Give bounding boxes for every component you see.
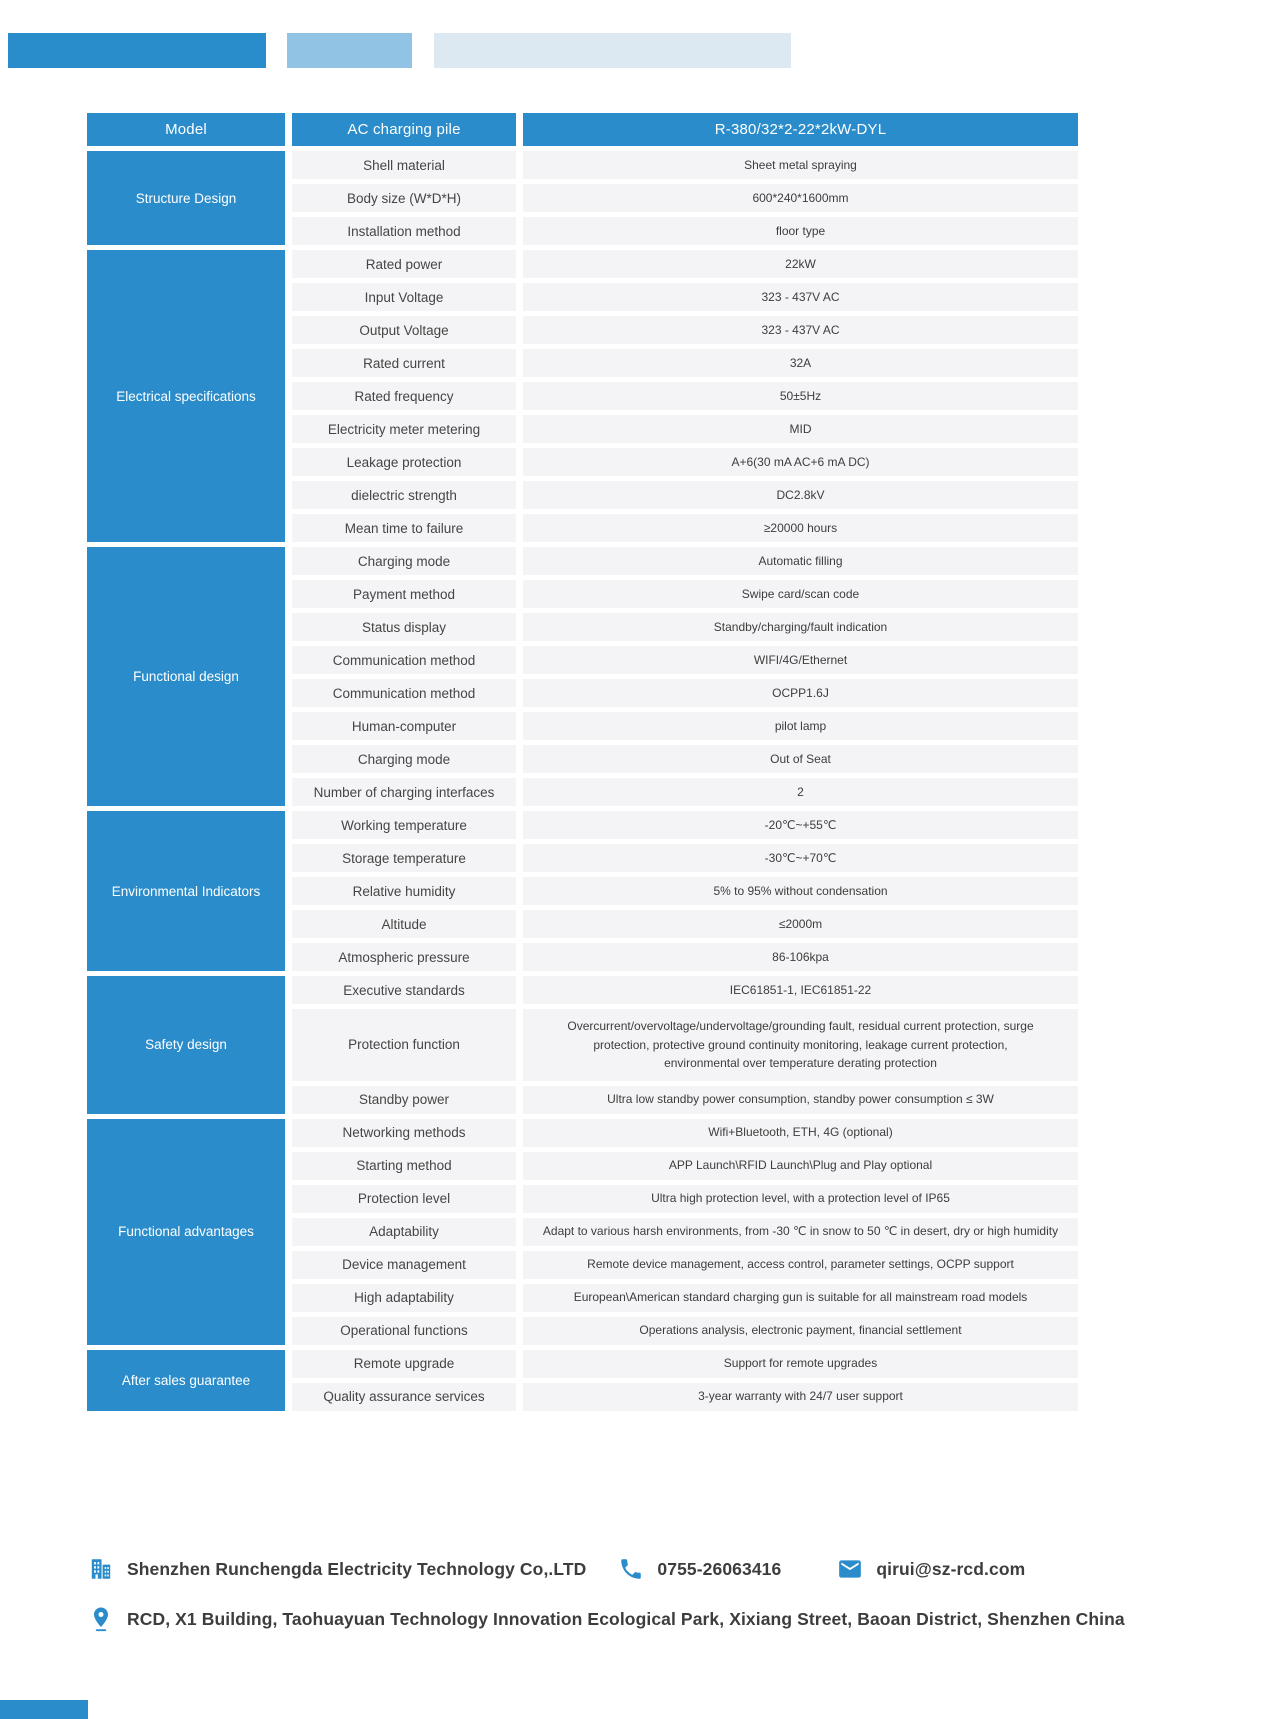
spec-label-cell: Storage temperature (292, 844, 516, 872)
spec-label-cell: Device management (292, 1251, 516, 1279)
spec-row (292, 613, 1078, 641)
spec-section (87, 976, 1078, 1114)
spec-section (87, 811, 1078, 971)
location-pin-icon (88, 1606, 114, 1632)
section-rows (292, 1350, 1078, 1411)
header-cell-product: AC charging pile (292, 113, 516, 146)
decor-bar-primary (8, 33, 266, 68)
spec-value-cell: 3-year warranty with 24/7 user support (523, 1383, 1078, 1411)
phone-icon (618, 1556, 644, 1582)
spec-label-cell: High adaptability (292, 1284, 516, 1312)
company-block (88, 1556, 586, 1582)
spec-value-cell: A+6(30 mA AC+6 mA DC) (523, 448, 1078, 476)
section-category-cell: After sales guarantee (87, 1350, 285, 1411)
spec-section (87, 1350, 1078, 1411)
spec-row (292, 217, 1078, 245)
header-cell-model: Model (87, 113, 285, 146)
spec-row (292, 151, 1078, 179)
spec-value-cell: Swipe card/scan code (523, 580, 1078, 608)
spec-value-cell: Support for remote upgrades (523, 1350, 1078, 1378)
spec-value-cell: Adapt to various harsh environments, from -30 ℃ in snow to 50 ℃ in desert, dry or high humidity (523, 1218, 1078, 1246)
address-text: RCD, X1 Building, Taohuayuan Technology Innovation Ecological Park, Xixiang Street, Baoan District, Shenzhen China (127, 1608, 1125, 1629)
spec-label-cell: Communication method (292, 646, 516, 674)
footer-contact-line (88, 1556, 1025, 1582)
spec-label-cell: Altitude (292, 910, 516, 938)
section-rows (292, 151, 1078, 245)
spec-row (292, 1218, 1078, 1246)
spec-label-cell: Atmospheric pressure (292, 943, 516, 971)
spec-row (292, 514, 1078, 542)
spec-value-cell: APP Launch\RFID Launch\Plug and Play optional (523, 1152, 1078, 1180)
section-category-cell: Environmental Indicators (87, 811, 285, 971)
spec-value-cell: -30℃~+70℃ (523, 844, 1078, 872)
decor-bar-secondary (287, 33, 412, 68)
spec-value-cell: 32A (523, 349, 1078, 377)
spec-row (292, 382, 1078, 410)
spec-row (292, 415, 1078, 443)
spec-row (292, 316, 1078, 344)
spec-row (292, 976, 1078, 1004)
spec-row (292, 1152, 1078, 1180)
address-block (88, 1606, 1125, 1632)
spec-row (292, 1185, 1078, 1213)
spec-row (292, 745, 1078, 773)
spec-label-cell: Working temperature (292, 811, 516, 839)
spec-value-cell: Operations analysis, electronic payment, financial settlement (523, 1317, 1078, 1345)
spec-label-cell: Mean time to failure (292, 514, 516, 542)
spec-section (87, 547, 1078, 806)
spec-label-cell: Networking methods (292, 1119, 516, 1147)
spec-value-cell: pilot lamp (523, 712, 1078, 740)
spec-value-cell: 22kW (523, 250, 1078, 278)
spec-row (292, 877, 1078, 905)
spec-label-cell: Electricity meter metering (292, 415, 516, 443)
spec-row (292, 679, 1078, 707)
footer-address-line (88, 1606, 1125, 1632)
spec-row (292, 283, 1078, 311)
spec-label-cell: Output Voltage (292, 316, 516, 344)
section-rows (292, 250, 1078, 542)
spec-label-cell: Rated power (292, 250, 516, 278)
company-name: Shenzhen Runchengda Electricity Technology Co,.LTD (127, 1558, 587, 1579)
spec-row (292, 712, 1078, 740)
spec-row (292, 1383, 1078, 1411)
spec-value-cell: Ultra low standby power consumption, standby power consumption ≤ 3W (523, 1086, 1078, 1114)
decor-bar-tertiary (434, 33, 791, 68)
spec-label-cell: Protection level (292, 1185, 516, 1213)
mail-icon (837, 1556, 863, 1582)
spec-label-cell: Status display (292, 613, 516, 641)
spec-row (292, 1251, 1078, 1279)
phone-block (618, 1556, 781, 1582)
spec-label-cell: dielectric strength (292, 481, 516, 509)
spec-label-cell: Rated frequency (292, 382, 516, 410)
spec-value-cell: Wifi+Bluetooth, ETH, 4G (optional) (523, 1119, 1078, 1147)
spec-section (87, 1119, 1078, 1345)
spec-row (292, 844, 1078, 872)
section-category-cell: Functional advantages (87, 1119, 285, 1345)
table-header-row (87, 113, 1078, 146)
spec-value-cell: OCPP1.6J (523, 679, 1078, 707)
email-address: qirui@sz-rcd.com (876, 1558, 1026, 1579)
spec-row (292, 349, 1078, 377)
spec-value-cell: Ultra high protection level, with a protection level of IP65 (523, 1185, 1078, 1213)
spec-label-cell: Installation method (292, 217, 516, 245)
section-category-cell: Safety design (87, 976, 285, 1114)
spec-label-cell: Communication method (292, 679, 516, 707)
spec-row (292, 1350, 1078, 1378)
header-cell-model-number: R-380/32*2-22*2kW-DYL (523, 113, 1078, 146)
spec-label-cell: Human-computer (292, 712, 516, 740)
spec-label-cell: Number of charging interfaces (292, 778, 516, 806)
spec-label-cell: Leakage protection (292, 448, 516, 476)
spec-label-cell: Starting method (292, 1152, 516, 1180)
spec-label-cell: Charging mode (292, 547, 516, 575)
spec-value-cell: 86-106kpa (523, 943, 1078, 971)
section-category-cell: Electrical specifications (87, 250, 285, 542)
spec-value-cell: Sheet metal spraying (523, 151, 1078, 179)
spec-label-cell: Standby power (292, 1086, 516, 1114)
spec-row (292, 1009, 1078, 1081)
spec-row (292, 250, 1078, 278)
building-icon (88, 1556, 114, 1582)
spec-value-cell: 323 - 437V AC (523, 316, 1078, 344)
spec-value-cell: WIFI/4G/Ethernet (523, 646, 1078, 674)
spec-label-cell: Input Voltage (292, 283, 516, 311)
spec-value-cell: ≥20000 hours (523, 514, 1078, 542)
spec-row (292, 580, 1078, 608)
spec-row (292, 778, 1078, 806)
spec-value-cell: Standby/charging/fault indication (523, 613, 1078, 641)
section-rows (292, 547, 1078, 806)
spec-value-cell: European\American standard charging gun is suitable for all mainstream road models (523, 1284, 1078, 1312)
section-category-cell: Structure Design (87, 151, 285, 245)
email-block (837, 1556, 1025, 1582)
section-rows (292, 811, 1078, 971)
spec-label-cell: Charging mode (292, 745, 516, 773)
spec-value-cell: MID (523, 415, 1078, 443)
spec-value-cell: Automatic filling (523, 547, 1078, 575)
spec-label-cell: Quality assurance services (292, 1383, 516, 1411)
spec-row (292, 943, 1078, 971)
phone-number: 0755-26063416 (657, 1558, 782, 1579)
spec-value-cell: 5% to 95% without condensation (523, 877, 1078, 905)
spec-label-cell: Executive standards (292, 976, 516, 1004)
spec-value-cell: 2 (523, 778, 1078, 806)
spec-row (292, 646, 1078, 674)
spec-sections (87, 151, 1078, 1411)
spec-row (292, 1119, 1078, 1147)
spec-row (292, 448, 1078, 476)
spec-value-cell: 600*240*1600mm (523, 184, 1078, 212)
spec-row (292, 481, 1078, 509)
spec-value-cell: ≤2000m (523, 910, 1078, 938)
bottom-corner-bar (0, 1700, 88, 1719)
spec-label-cell: Body size (W*D*H) (292, 184, 516, 212)
spec-label-cell: Protection function (292, 1009, 516, 1081)
spec-label-cell: Shell material (292, 151, 516, 179)
spec-row (292, 1086, 1078, 1114)
spec-row (292, 1284, 1078, 1312)
spec-value-cell: 323 - 437V AC (523, 283, 1078, 311)
spec-label-cell: Payment method (292, 580, 516, 608)
spec-value-cell: Out of Seat (523, 745, 1078, 773)
spec-value-cell: -20℃~+55℃ (523, 811, 1078, 839)
spec-label-cell: Adaptability (292, 1218, 516, 1246)
spec-label-cell: Operational functions (292, 1317, 516, 1345)
spec-section (87, 151, 1078, 245)
spec-value-cell: 50±5Hz (523, 382, 1078, 410)
spec-row (292, 547, 1078, 575)
spec-value-cell: Overcurrent/overvoltage/undervoltage/grounding fault, residual current protection, surge protection, protective ground continuity monitoring, leakage current protection, environmental over temperature derating protection (523, 1009, 1078, 1081)
spec-label-cell: Rated current (292, 349, 516, 377)
section-category-cell: Functional design (87, 547, 285, 806)
spec-table (87, 113, 1078, 1416)
spec-row (292, 910, 1078, 938)
spec-section (87, 250, 1078, 542)
spec-value-cell: floor type (523, 217, 1078, 245)
spec-value-cell: DC2.8kV (523, 481, 1078, 509)
spec-label-cell: Relative humidity (292, 877, 516, 905)
spec-row (292, 811, 1078, 839)
section-rows (292, 976, 1078, 1114)
spec-row (292, 184, 1078, 212)
section-rows (292, 1119, 1078, 1345)
spec-label-cell: Remote upgrade (292, 1350, 516, 1378)
spec-row (292, 1317, 1078, 1345)
spec-value-cell: Remote device management, access control, parameter settings, OCPP support (523, 1251, 1078, 1279)
spec-value-cell: IEC61851-1, IEC61851-22 (523, 976, 1078, 1004)
